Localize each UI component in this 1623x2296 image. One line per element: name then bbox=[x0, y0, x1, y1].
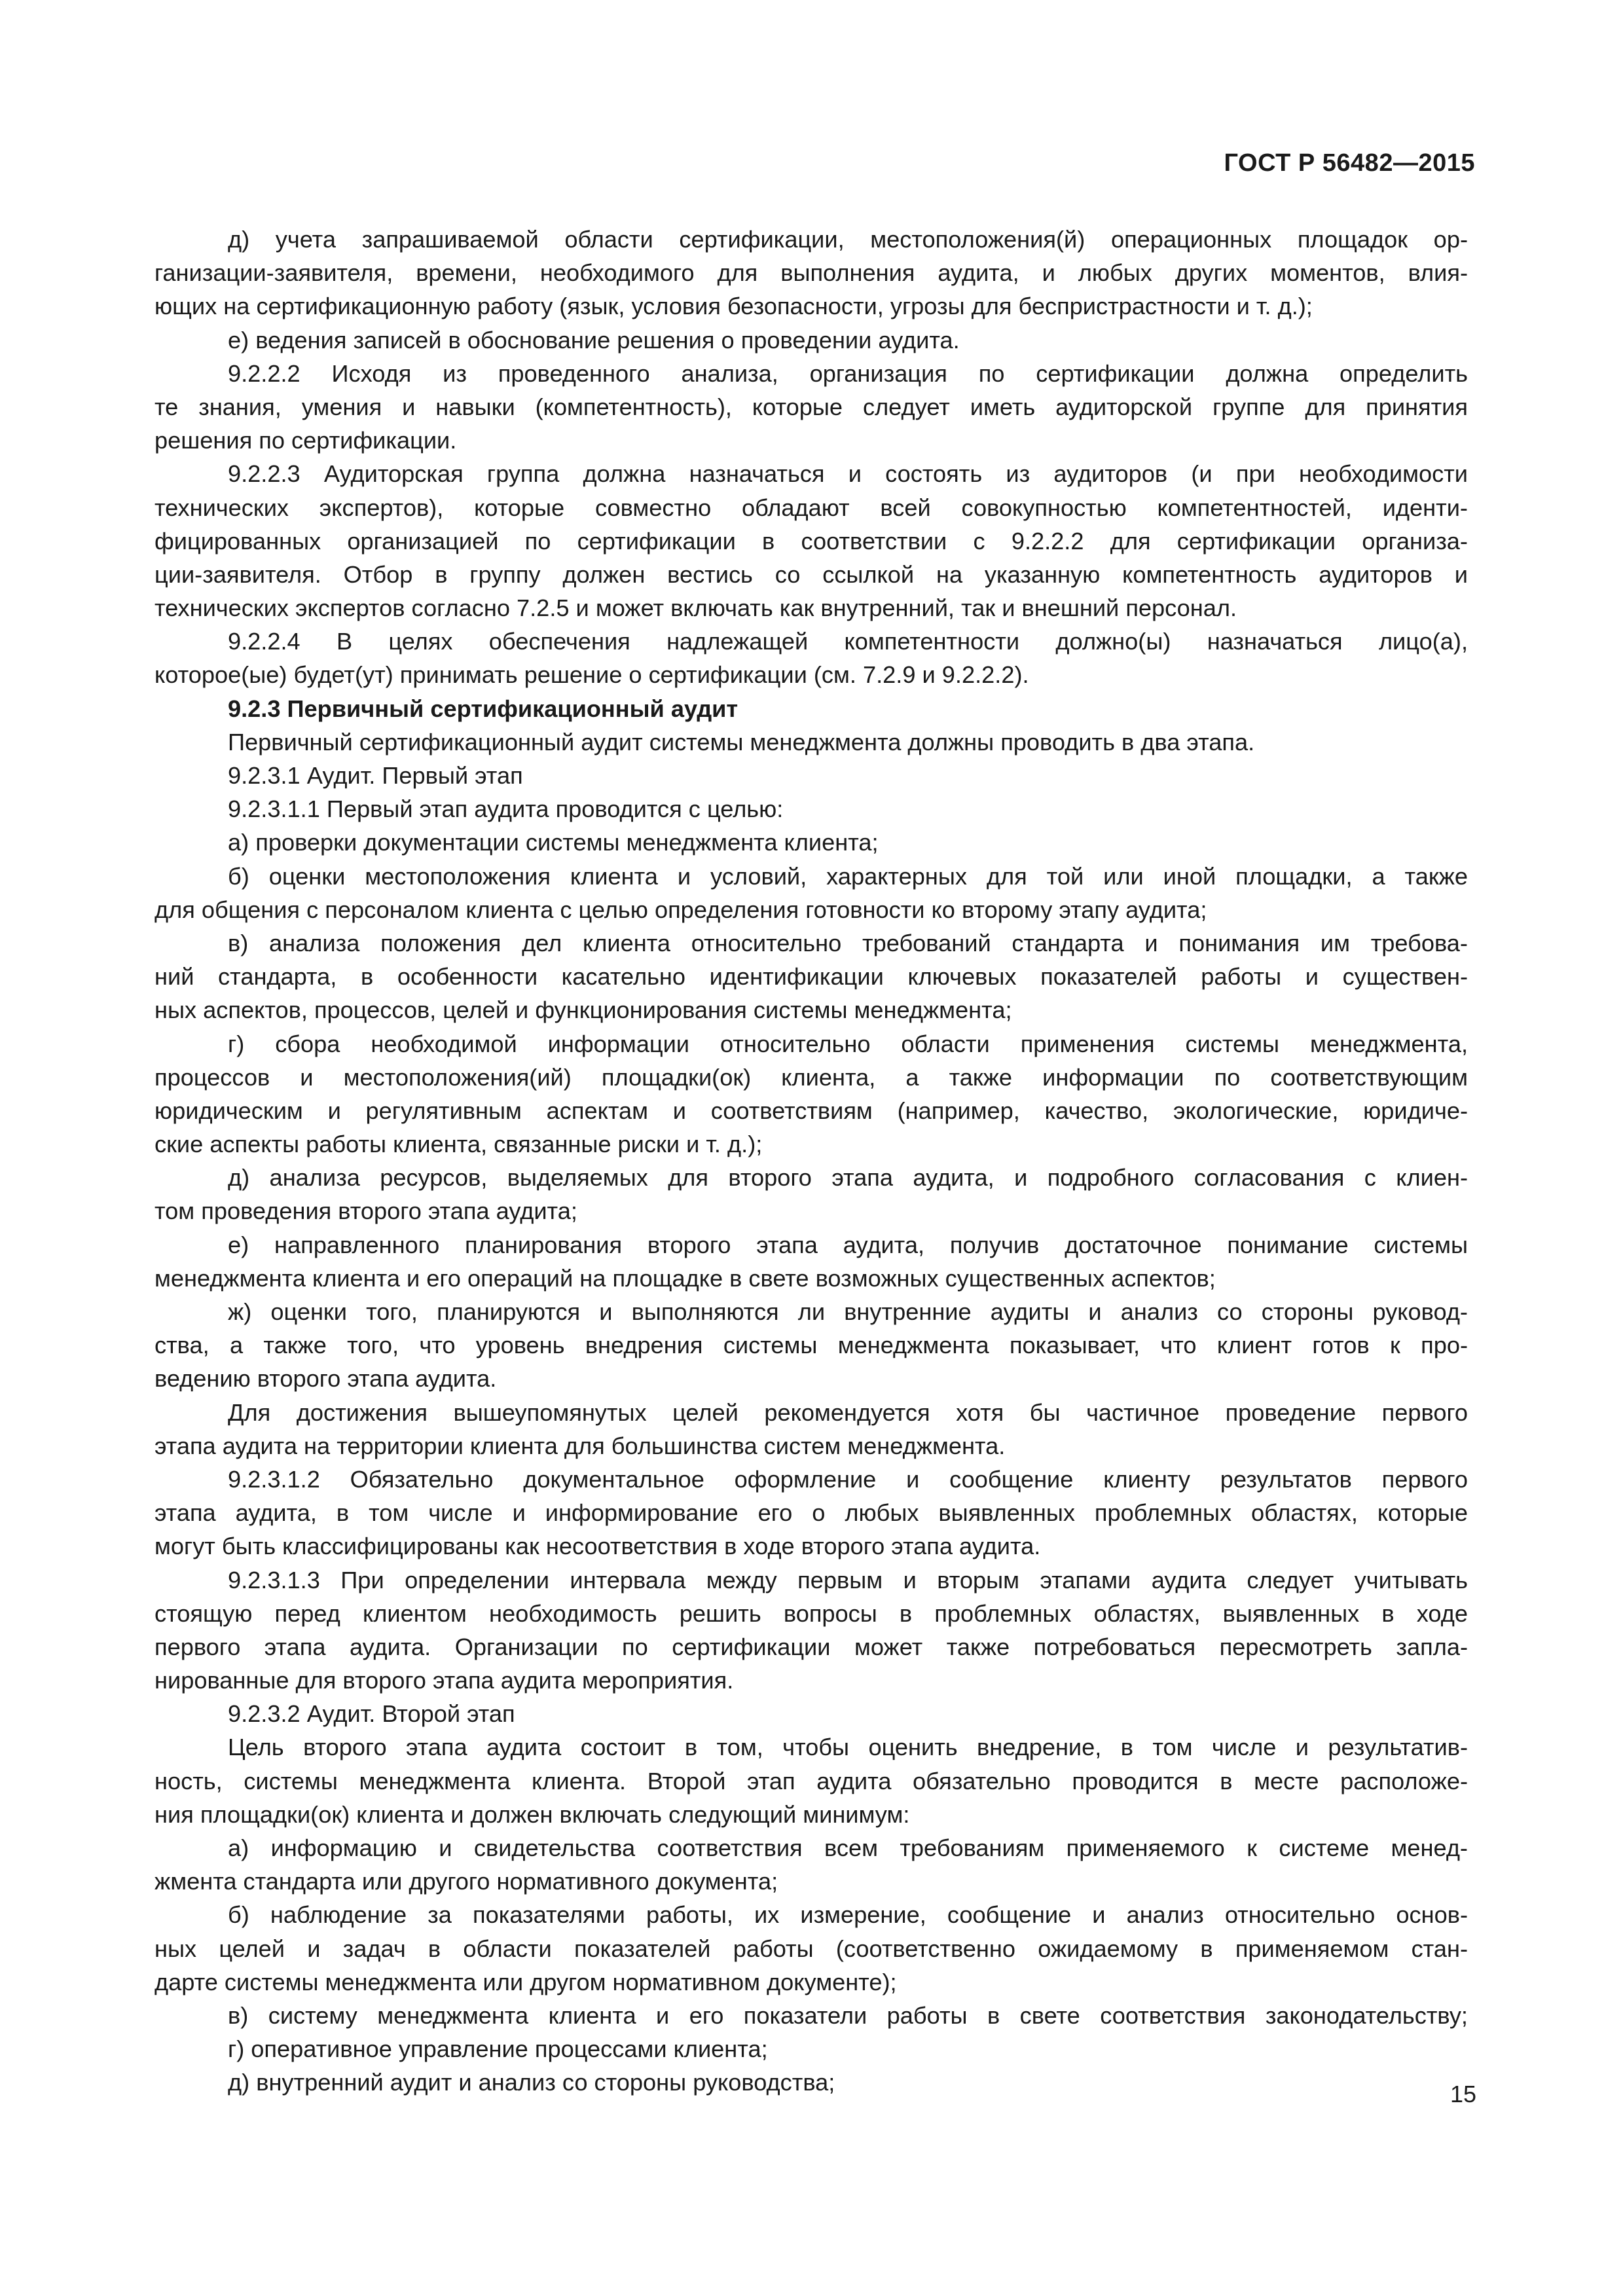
text-line: в) систему менеджмента клиента и его показатели работы в свете соответствия законодательству; bbox=[228, 2001, 1468, 2029]
text-line: ющих на сертификационную работу (язык, условия безопасности, угрозы для беспристрастности и т. д.); bbox=[155, 293, 1313, 320]
text-line: в) анализа положения дел клиента относительно требований стандарта и понимания им требова- bbox=[228, 929, 1468, 957]
text-line: 9.2.3.1 Аудит. Первый этап bbox=[228, 762, 523, 789]
text-line: ния площадки(ок) клиента и должен включать следующий минимум: bbox=[155, 1800, 910, 1828]
text-line: ж) оценки того, планируются и выполняются ли внутренние аудиты и анализ со стороны руковод- bbox=[228, 1298, 1468, 1325]
text-line: ства, а также того, что уровень внедрения системы менеджмента показывает, что клиент готов к про- bbox=[155, 1332, 1468, 1359]
text-line: ведению второго этапа аудита. bbox=[155, 1365, 497, 1393]
text-line: решения по сертификации. bbox=[155, 427, 457, 454]
text-line: б) оценки местоположения клиента и условий, характерных для той или иной площадки, а также bbox=[228, 862, 1468, 890]
text-line: 9.2.2.2 Исходя из проведенного анализа, организация по сертификации должна определить bbox=[228, 359, 1468, 387]
text-line: 9.2.3.1.1 Первый этап аудита проводится с целью: bbox=[228, 795, 784, 823]
text-line: ганизации-заявителя, времени, необходимого для выполнения аудита, и любых других моментов, влия- bbox=[155, 259, 1468, 287]
text-line: технических экспертов), которые совместно обладают всей совокупностью компетентностей, иденти- bbox=[155, 494, 1468, 521]
text-line: нированные для второго этапа аудита мероприятия. bbox=[155, 1667, 734, 1694]
text-line: те знания, умения и навыки (компетентность), которые следует иметь аудиторской группе для принятия bbox=[155, 393, 1468, 420]
section-heading: 9.2.3 Первичный сертификационный аудит bbox=[228, 695, 739, 722]
text-line: стоящую перед клиентом необходимость решить вопросы в проблемных областях, выявленных в ходе bbox=[155, 1599, 1468, 1627]
text-line: Первичный сертификационный аудит системы менеджмента должны проводить в два этапа. bbox=[228, 728, 1255, 756]
text-line: могут быть классифицированы как несоответствия в ходе второго этапа аудита. bbox=[155, 1533, 1041, 1560]
text-line: Для достижения вышеупомянутых целей рекомендуется хотя бы частичное проведение первого bbox=[228, 1398, 1468, 1426]
text-line: процессов и местоположения(ий) площадки(ок) клиента, а также информации по соответствующим bbox=[155, 1063, 1468, 1091]
text-line: первого этапа аудита. Организации по сертификации может также потребоваться пересмотреть запла- bbox=[155, 1633, 1468, 1660]
text-line: е) направленного планирования второго этапа аудита, получив достаточное понимание системы bbox=[228, 1231, 1468, 1258]
document-header-id: ГОСТ Р 56482—2015 bbox=[1224, 149, 1475, 177]
text-line: 9.2.2.3 Аудиторская группа должна назначаться и состоять из аудиторов (и при необходимости bbox=[228, 460, 1468, 488]
text-line: для общения с персоналом клиента с целью определения готовности ко второму этапу аудита; bbox=[155, 896, 1207, 923]
page-number: 15 bbox=[1450, 2081, 1476, 2107]
text-line: ний стандарта, в особенности касательно идентификации ключевых показателей работы и существен- bbox=[155, 963, 1468, 991]
text-line: д) внутренний аудит и анализ со стороны руководства; bbox=[228, 2069, 835, 2096]
text-line: которое(ые) будет(ут) принимать решение о сертификации (см. 7.2.9 и 9.2.2.2). bbox=[155, 661, 1029, 689]
text-line: г) сбора необходимой информации относительно области применения системы менеджмента, bbox=[228, 1030, 1468, 1057]
text-line: а) проверки документации системы менеджмента клиента; bbox=[228, 829, 879, 856]
text-line: жмента стандарта или другого нормативного документа; bbox=[155, 1868, 778, 1895]
text-line: ции-заявителя. Отбор в группу должен вестись со ссылкой на указанную компетентность аудиторов и bbox=[155, 560, 1468, 588]
text-line: юридическим и регулятивным аспектам и соответствиям (например, качество, экологические, юридиче- bbox=[155, 1097, 1468, 1124]
text-line: этапа аудита, в том числе и информирование его о любых выявленных проблемных областях, которые bbox=[155, 1499, 1468, 1527]
text-line: д) анализа ресурсов, выделяемых для второго этапа аудита, и подробного согласования с клиен- bbox=[228, 1164, 1468, 1192]
text-line: ские аспекты работы клиента, связанные риски и т. д.); bbox=[155, 1131, 763, 1158]
text-line: менеджмента клиента и его операций на площадке в свете возможных существенных аспектов; bbox=[155, 1264, 1216, 1292]
text-line: технических экспертов согласно 7.2.5 и может включать как внутренний, так и внешний персонал. bbox=[155, 594, 1237, 622]
text-line: ность, системы менеджмента клиента. Второй этап аудита обязательно проводится в месте расположе- bbox=[155, 1767, 1468, 1795]
text-line: дарте системы менеджмента или другом нормативном документе); bbox=[155, 1968, 897, 1995]
text-line: а) информацию и свидетельства соответствия всем требованиям применяемого к системе менед- bbox=[228, 1834, 1468, 1861]
text-line: е) ведения записей в обоснование решения о проведении аудита. bbox=[228, 326, 960, 354]
text-line: 9.2.2.4 В целях обеспечения надлежащей компетентности должно(ы) назначаться лицо(а), bbox=[228, 628, 1468, 655]
text-line: г) оперативное управление процессами клиента; bbox=[228, 2035, 768, 2063]
text-line: 9.2.3.1.3 При определении интервала между первым и вторым этапами аудита следует учитывать bbox=[228, 1566, 1468, 1594]
text-line: этапа аудита на территории клиента для большинства систем менеджмента. bbox=[155, 1432, 1006, 1459]
text-line: ных целей и задач в области показателей работы (соответственно ожидаемому в применяемом стан- bbox=[155, 1935, 1468, 1962]
text-line: Цель второго этапа аудита состоит в том, чтобы оценить внедрение, в том числе и результатив- bbox=[228, 1734, 1468, 1761]
text-line: 9.2.3.2 Аудит. Второй этап bbox=[228, 1700, 515, 1728]
text-line: б) наблюдение за показателями работы, их измерение, сообщение и анализ относительно основ- bbox=[228, 1901, 1468, 1929]
text-line: фицированных организацией по сертификации в соответствии с 9.2.2.2 для сертификации организа- bbox=[155, 527, 1468, 555]
document-body bbox=[155, 223, 1468, 2100]
text-line: ных аспектов, процессов, целей и функционирования системы менеджмента; bbox=[155, 996, 1012, 1024]
text-line: том проведения второго этапа аудита; bbox=[155, 1197, 577, 1225]
text-line: 9.2.3.1.2 Обязательно документальное оформление и сообщение клиенту результатов первого bbox=[228, 1465, 1468, 1493]
text-line: д) учета запрашиваемой области сертификации, местоположения(й) операционных площадок ор- bbox=[228, 226, 1468, 253]
